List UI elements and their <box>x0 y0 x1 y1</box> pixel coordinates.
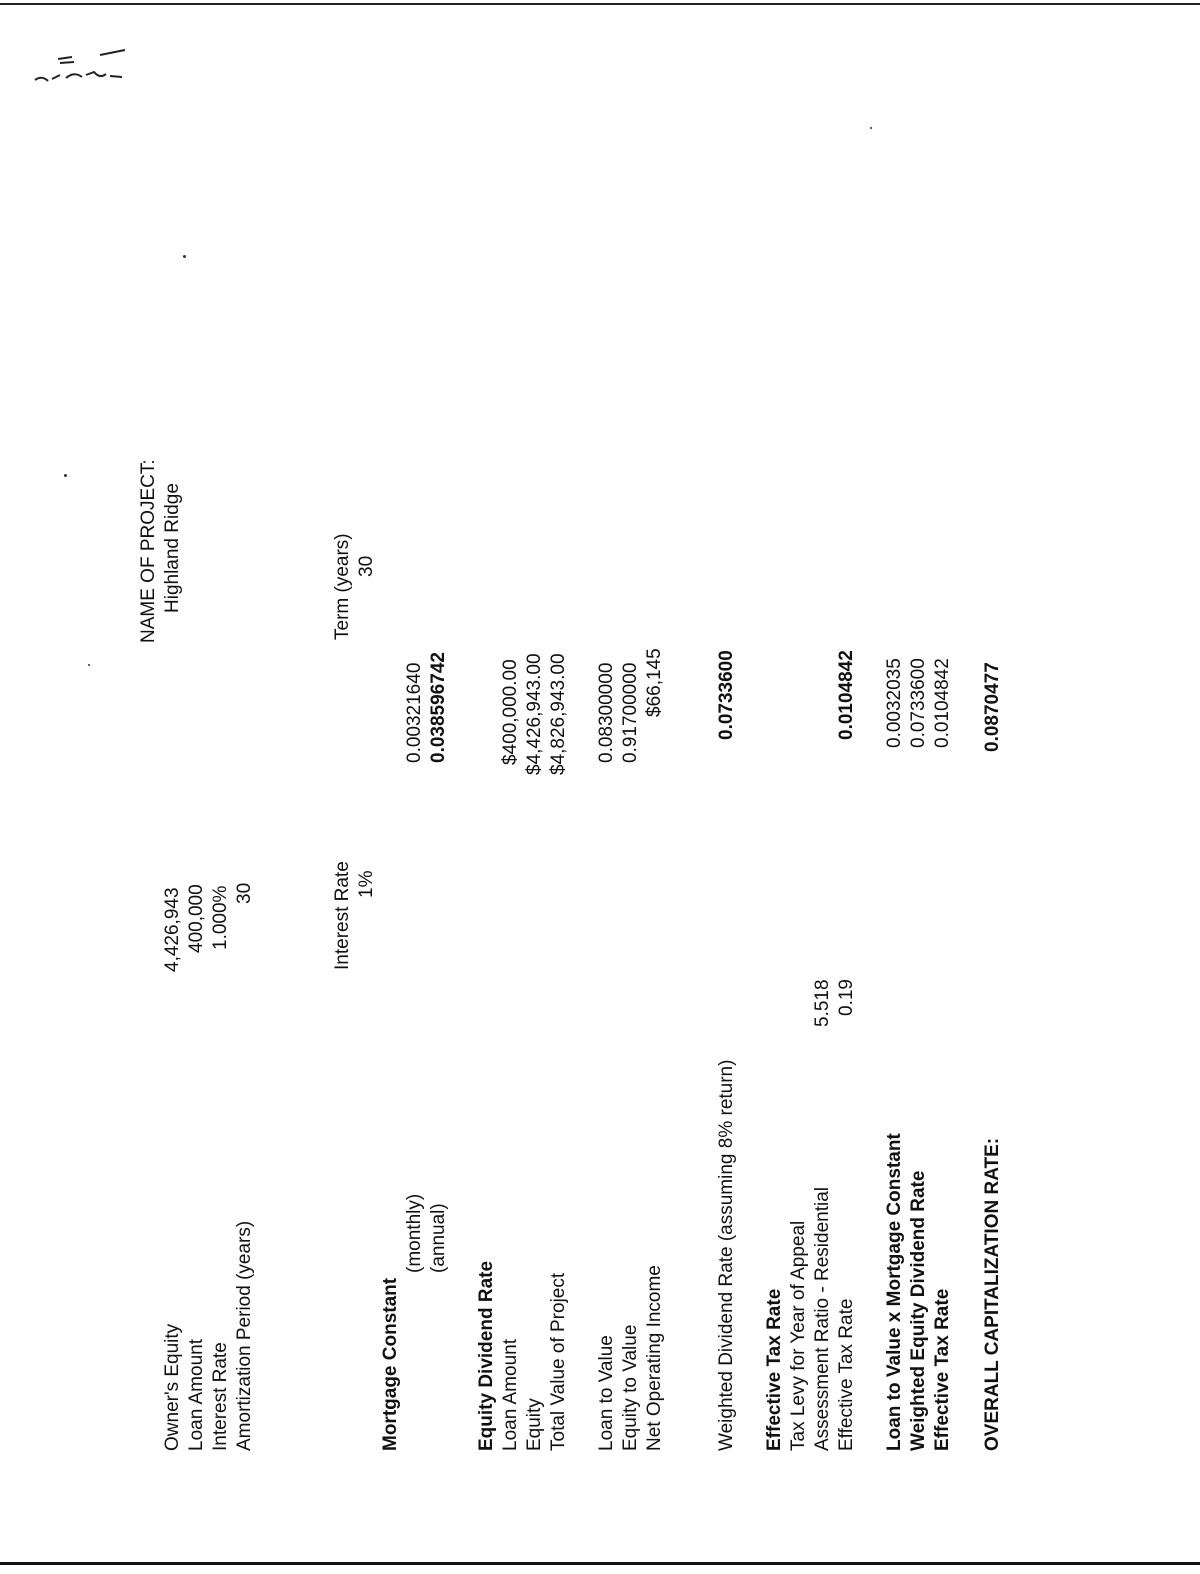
wedr-label: Weighted Equity Dividend Rate <box>908 1170 929 1451</box>
effective-tax-heading: Effective Tax Rate <box>764 1288 785 1451</box>
owners-equity-value: 4,426,943 <box>162 887 183 972</box>
weighted-dividend-value: 0.0733600 <box>716 650 737 740</box>
amortization-label: Amortization Period (years) <box>234 1220 255 1451</box>
assessment-ratio-label: Assessment Ratio - Residential <box>812 1187 833 1451</box>
owners-equity-label: Owner's Equity <box>162 1323 183 1451</box>
effective-tax-rate-label: Effective Tax Rate <box>836 1298 857 1451</box>
mortgage-annual-value: 0.038596742 <box>428 652 449 763</box>
bottom-border-line <box>0 1562 1200 1565</box>
loan-amount-label: Loan Amount <box>186 1339 207 1451</box>
ltv-mc-label: Loan to Value x Mortgage Constant <box>884 1133 905 1451</box>
mortgage-annual-label: (annual) <box>428 1203 449 1273</box>
top-border-line <box>0 3 1200 5</box>
speck <box>88 664 90 666</box>
project-name-value: Highland Ridge <box>162 483 183 613</box>
etr-value: 0.0104842 <box>932 658 953 748</box>
noi-label: Net Operating Income <box>644 1265 665 1451</box>
assessment-ratio-value: 0.19 <box>836 979 857 1016</box>
terms-interest-rate-value: 1% <box>356 870 377 898</box>
speck <box>183 255 186 258</box>
overall-cap-rate-label: OVERALL CAPITALIZATION RATE: <box>982 1137 1003 1451</box>
speck <box>870 127 872 129</box>
interest-rate-label: Interest Rate <box>210 1342 231 1451</box>
interest-rate-value: 1.000% <box>210 885 231 950</box>
ed-total-value-value: $4,826,943.00 <box>548 653 569 775</box>
terms-interest-rate-label: Interest Rate <box>332 861 353 970</box>
mortgage-constant-heading: Mortgage Constant <box>380 1277 401 1451</box>
tax-levy-label: Tax Levy for Year of Appeal <box>788 1220 809 1451</box>
equity-to-value-value: 0.91700000 <box>620 662 641 763</box>
etr-label: Effective Tax Rate <box>932 1288 953 1451</box>
ed-loan-amount-value: $400,000.00 <box>500 659 521 765</box>
speck <box>64 474 67 477</box>
wedr-value: 0.0733600 <box>908 658 929 748</box>
mortgage-monthly-value: 0.00321640 <box>404 662 425 763</box>
loan-amount-value: 400,000 <box>186 884 207 953</box>
weighted-dividend-label: Weighted Dividend Rate (assuming 8% return) <box>716 1059 737 1451</box>
ed-equity-value: $4,426,943.00 <box>524 653 545 775</box>
noi-value: $66,145 <box>644 648 665 717</box>
loan-to-value-label: Loan to Value <box>596 1335 617 1451</box>
ed-total-value-label: Total Value of Project <box>548 1272 569 1451</box>
ed-loan-amount-label: Loan Amount <box>500 1339 521 1451</box>
amortization-value: 30 <box>234 882 255 904</box>
equity-to-value-label: Equity to Value <box>620 1324 641 1451</box>
ed-equity-label: Equity <box>524 1398 545 1451</box>
loan-to-value-value: 0.08300000 <box>596 662 617 763</box>
term-years-value: 30 <box>356 555 377 577</box>
overall-cap-rate-value: 0.0870477 <box>982 662 1003 752</box>
tax-levy-value: 5.518 <box>812 979 833 1027</box>
ltv-mc-value: 0.0032035 <box>884 658 905 748</box>
mortgage-monthly-label: (monthly) <box>404 1193 425 1273</box>
term-years-label: Term (years) <box>332 533 353 640</box>
project-name-label: NAME OF PROJECT: <box>138 459 159 643</box>
equity-dividend-heading: Equity Dividend Rate <box>476 1260 497 1451</box>
handwritten-mark <box>30 45 140 95</box>
effective-tax-rate-value: 0.0104842 <box>836 650 857 740</box>
